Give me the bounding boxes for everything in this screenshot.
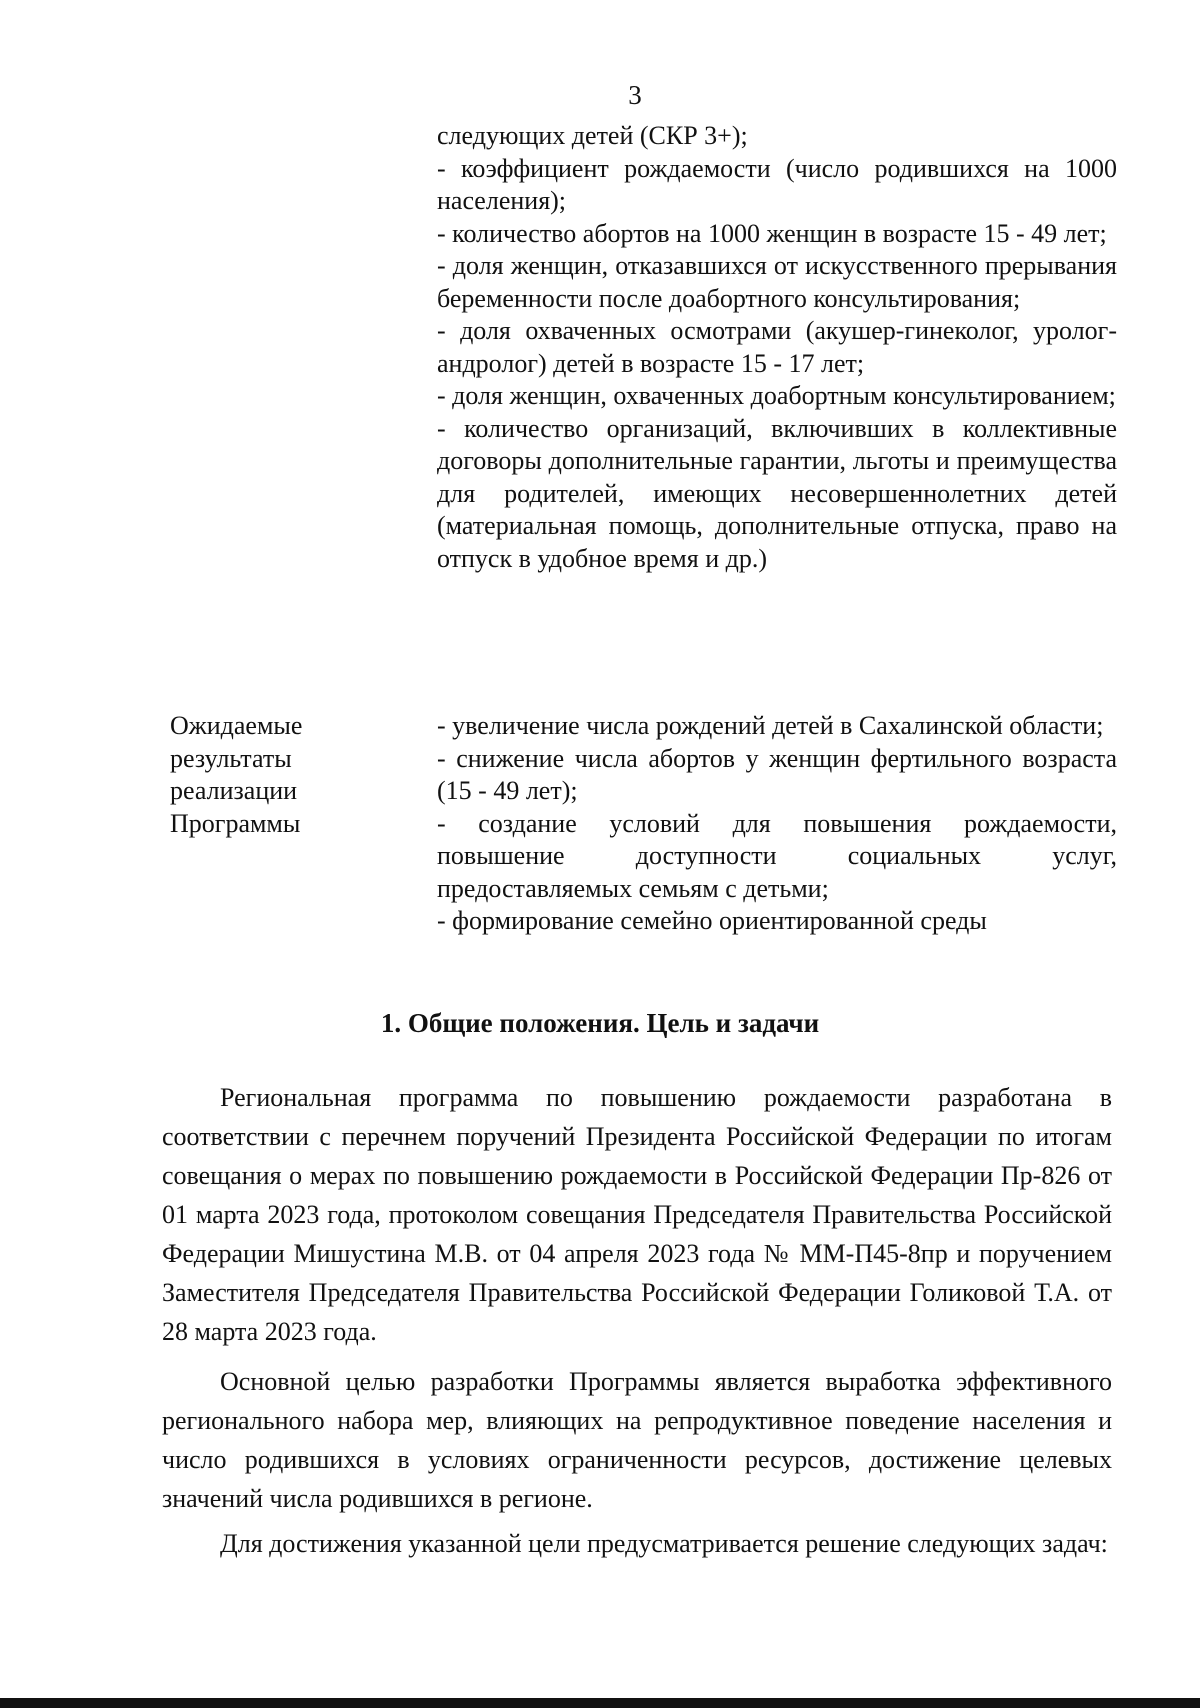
result-item: - увеличение числа рождений детей в Сахалинской области; xyxy=(437,711,1104,740)
body-paragraph: Региональная программа по повышению рождаемости разработана в соответствии с перечнем поручений Президента Российской Федерации по итогам совещания о мерах по повышению рождаемости в Российской Федерации Пр-826 от 01 марта 2023 года, протоколом совещания Председателя Правительства Российской Федерации Мишустина М.В. от 04 апреля 2023 года № ММ-П45-8пр и поручением Заместителя Председателя Правительства Российской Федерации Голиковой Т.А. от 28 марта 2023 года. xyxy=(162,1083,1112,1346)
indicator-item: - количество абортов на 1000 женщин в возрасте 15 - 49 лет; xyxy=(437,218,1107,248)
body-paragraph: Основной целью разработки Программы является выработка эффективного регионального набора мер, влияющих на репродуктивное поведение населения и число родившихся в условиях ограниченности ресурсов, достижение целевых значений числа родившихся в регионе. xyxy=(162,1367,1112,1513)
indicators-list xyxy=(437,120,1117,575)
indicator-item: следующих детей (СКР 3+); xyxy=(437,121,748,150)
result-item: - создание условий для повышения рождаемости, повышение доступности социальных услуг, предоставляемых семьям с детьми; xyxy=(437,808,1117,903)
scan-bottom-edge xyxy=(0,1698,1200,1708)
result-item: - снижение числа абортов у женщин фертильного возраста (15 - 49 лет); xyxy=(437,743,1117,805)
body-paragraph: Для достижения указанной цели предусматривается решение следующих задач: xyxy=(220,1529,1108,1558)
indicator-item: - коэффициент рождаемости (число родившихся на 1000 населения); xyxy=(437,153,1117,215)
expected-results-label: Ожидаемые результаты реализации Программы xyxy=(170,711,303,838)
expected-results-list xyxy=(437,710,1117,938)
indicator-item: - доля женщин, охваченных доабортным консультированием; xyxy=(437,381,1116,410)
page-number: 3 xyxy=(628,80,642,110)
indicator-item: - доля женщин, отказавшихся от искусственного прерывания беременности после доабортного консультирования; xyxy=(437,251,1117,313)
result-item: - формирование семейно ориентированной среды xyxy=(437,906,987,935)
indicator-item: - количество организаций, включивших в коллективные договоры дополнительные гарантии, льготы и преимущества для родителей, имеющих несовершеннолетних детей (материальная помощь, дополнительные отпуска, право на отпуск в удобное время и др.) xyxy=(437,413,1117,573)
indicator-item: - доля охваченных осмотрами (акушер-гинеколог, уролог-андролог) детей в возрасте 15 - 17 лет; xyxy=(437,316,1117,378)
section-heading: 1. Общие положения. Цель и задачи xyxy=(380,1008,820,1038)
